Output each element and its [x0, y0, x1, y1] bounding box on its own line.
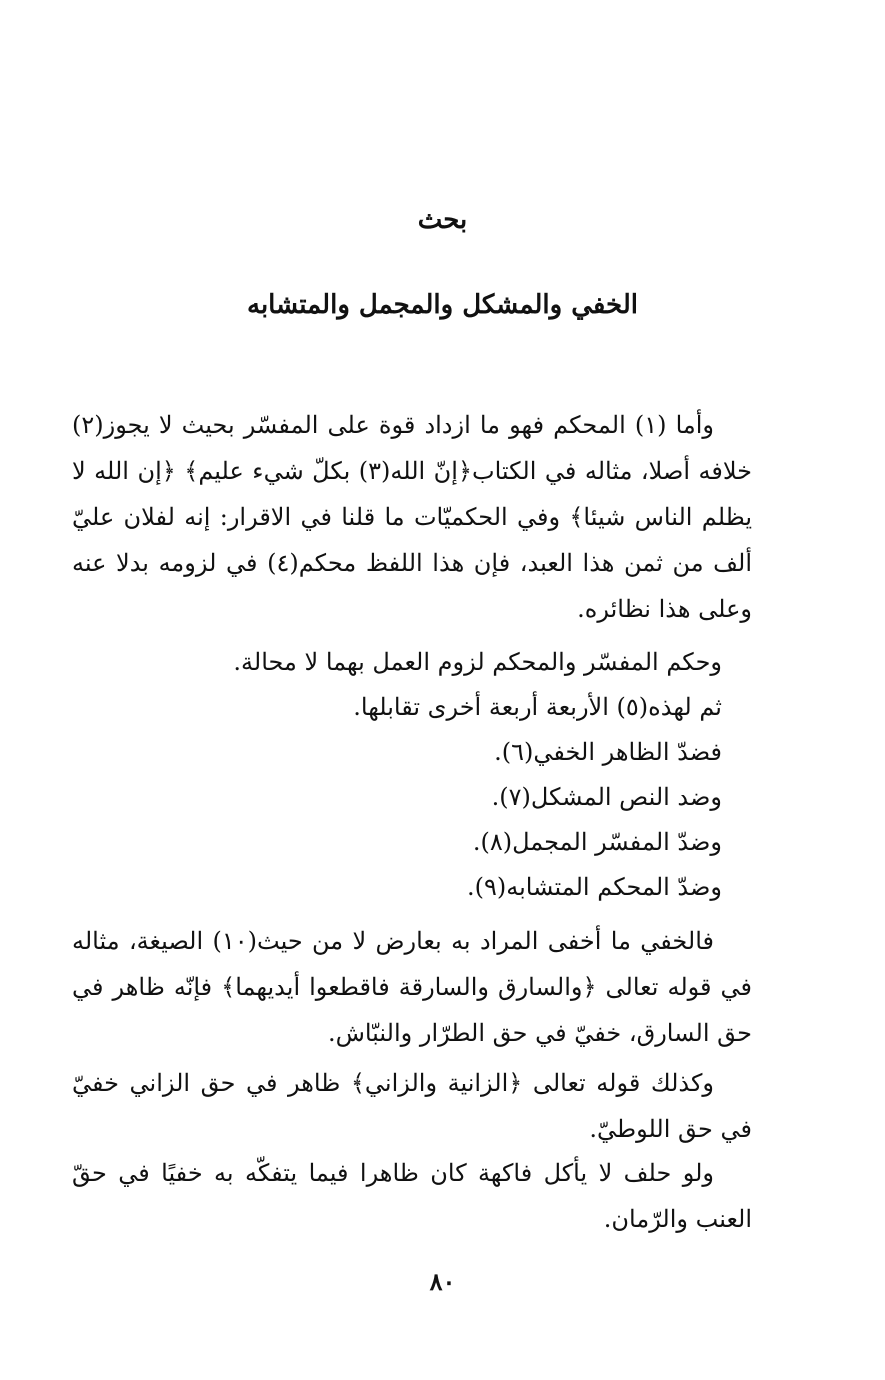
list-item: وضدّ المفسّر المجمل(٨). — [472, 828, 722, 856]
list-item: وضد النص المشكل(٧). — [491, 783, 722, 811]
paragraph-muhkam: وأما (١) المحكم فهو ما ازداد قوة على المفسّر بحيث لا يجوز(٢) خلافه أصلا، مثاله في الكتاب﴿إنّ الله(٣) بكلّ شيء عليم﴾ ﴿إن الله لا يظلم الناس شيئا﴾ وفي الحكميّات ما قلنا في الاقرار: إنه لفلان عليّ ألف من ثمن هذا العبد، فإن هذا اللفظ محكم(٤) في لزومه بدلا عنه وعلى هذا نظائره. — [72, 411, 753, 623]
list-item: وحكم المفسّر والمحكم لزوم العمل بهما لا محالة. — [233, 648, 722, 676]
opposites-list — [162, 640, 722, 910]
list-item: ثم لهذه(٥) الأربعة أربعة أخرى تقابلها. — [353, 693, 722, 721]
page-number: ٨٠ — [429, 1267, 456, 1296]
list-item: وضدّ المحكم المتشابه(٩). — [466, 873, 722, 901]
section-subtitle: الخفي والمشكل والمجمل والمتشابه — [247, 290, 638, 320]
section-title: بحث — [417, 205, 468, 235]
list-item: فضدّ الظاهر الخفي(٦). — [494, 738, 722, 766]
paragraph-zina-example: وكذلك قوله تعالى ﴿الزانية والزاني﴾ ظاهر في حق الزاني خفيّ في حق اللوطيّ. — [72, 1069, 752, 1143]
paragraph-khafi: فالخفي ما أخفى المراد به بعارض لا من حيث(١٠) الصيغة، مثاله في قوله تعالى ﴿والسارق والسارقة فاقطعوا أيديهما﴾ فإنّه ظاهر في حق السارق، خفيّ في حق الطرّار والنبّاش. — [72, 927, 752, 1047]
paragraph-oath-example: ولو حلف لا يأكل فاكهة كان ظاهرا فيما يتفكّه به خفيًا في حقّ العنب والرّمان. — [72, 1159, 752, 1233]
